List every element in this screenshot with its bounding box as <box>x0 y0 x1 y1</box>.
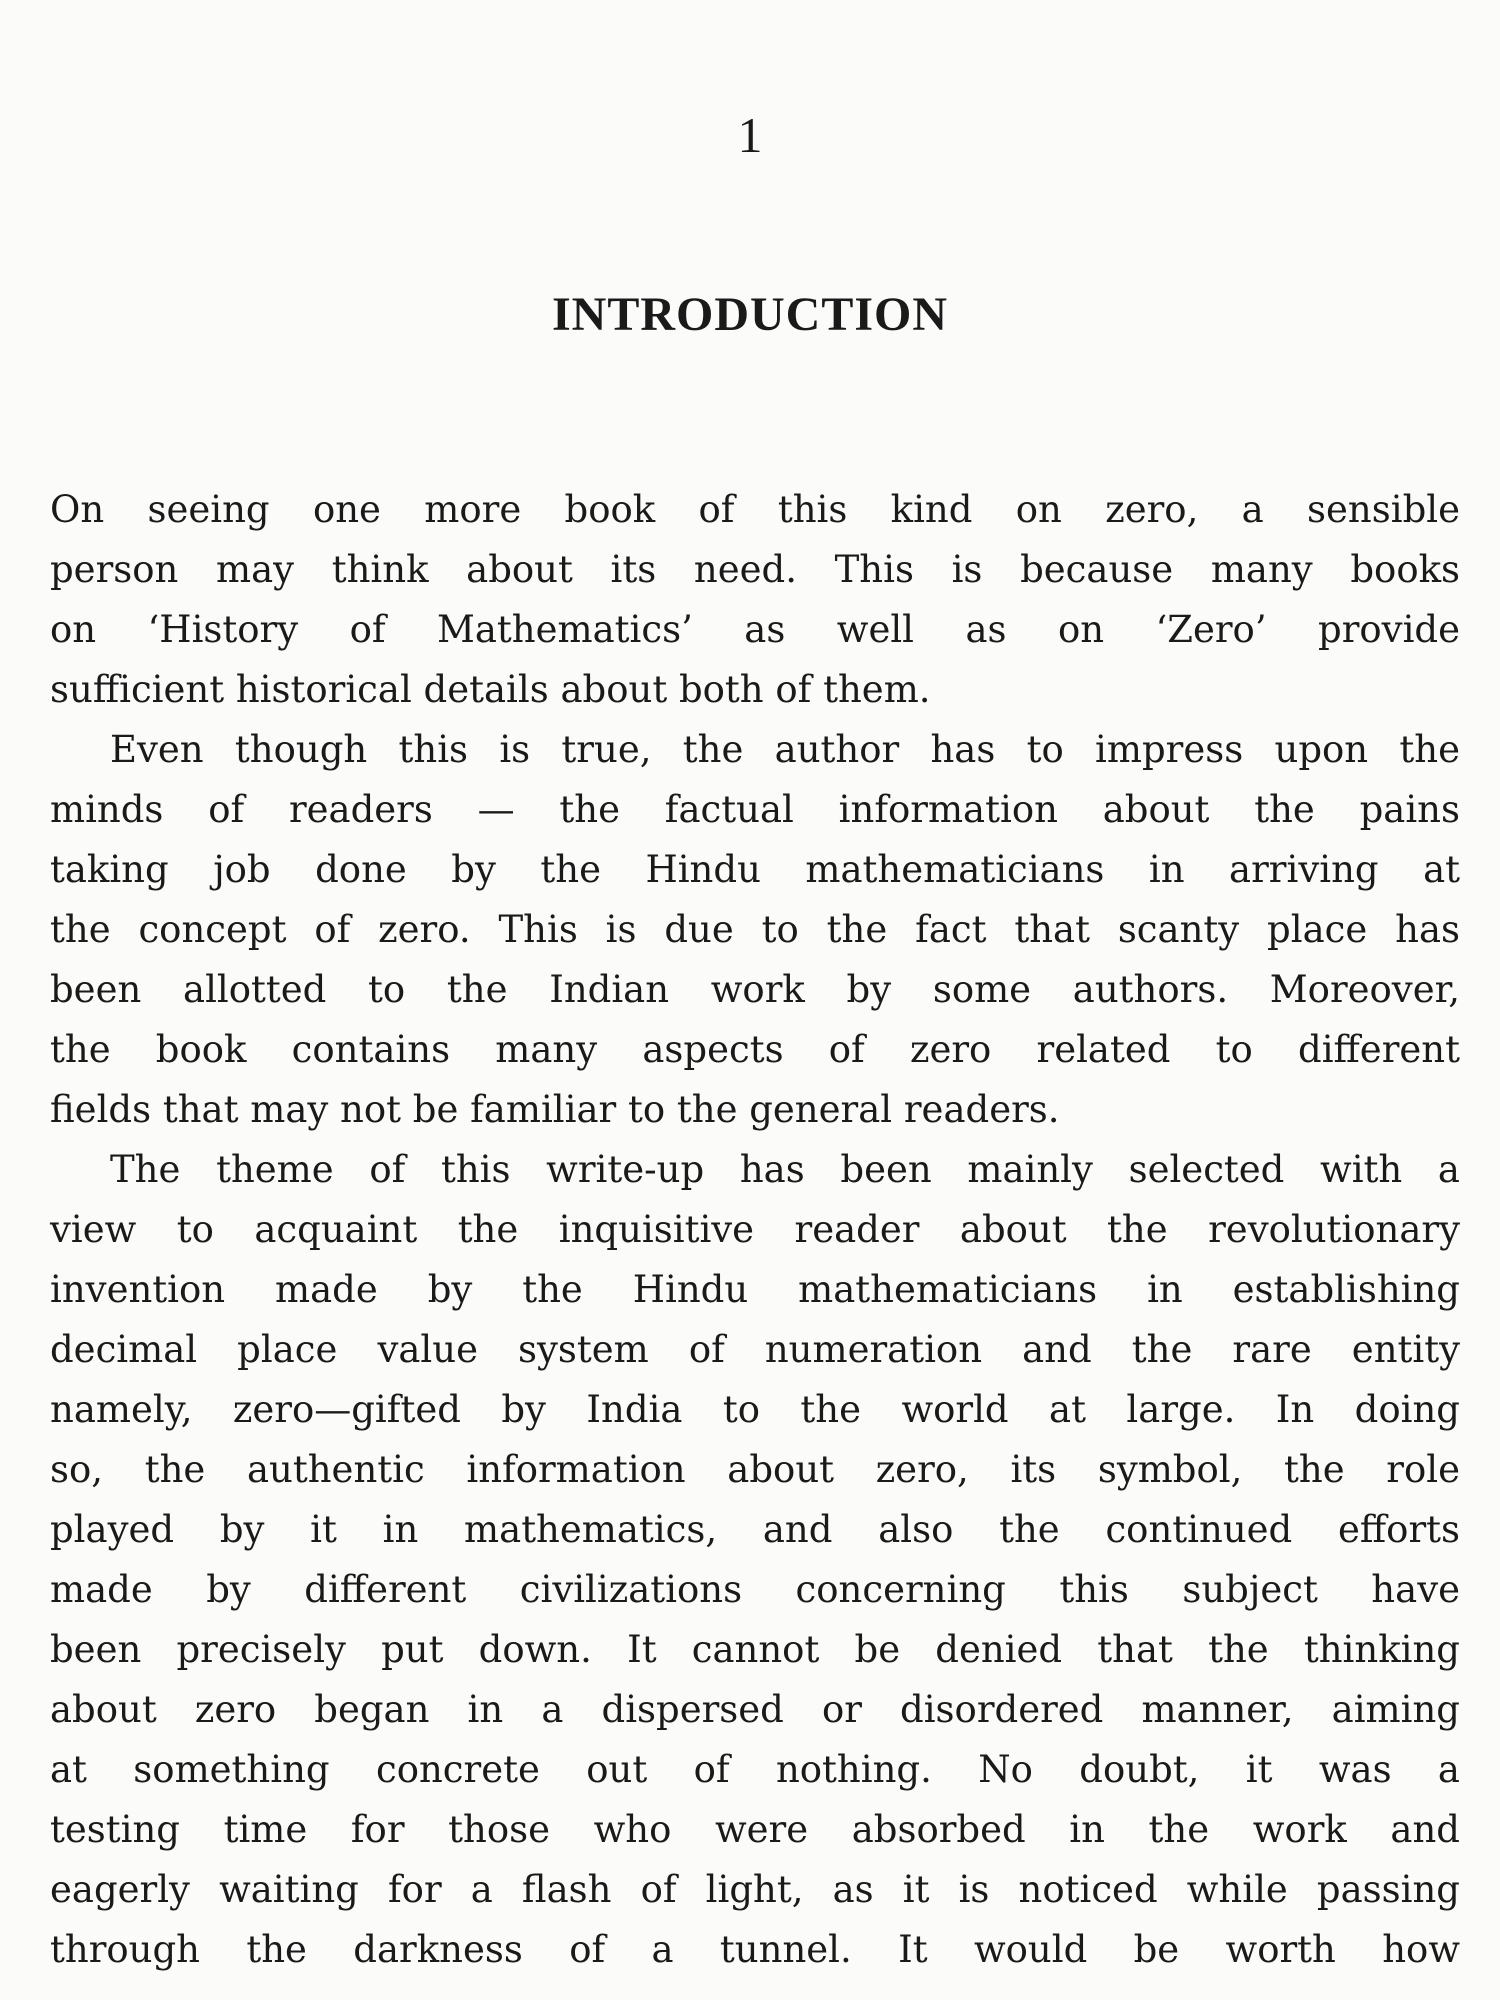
text-line: On seeing one more book of this kind on zero, a sensible <box>50 488 1460 531</box>
text-line: fields that may not be familiar to the general readers. <box>50 1088 1060 1131</box>
text-line: invention made by the Hindu mathematicians in establishing <box>50 1268 1460 1311</box>
text-line: on ‘History of Mathematics’ as well as on ‘Zero’ provide <box>50 608 1460 651</box>
text-line: sufficient historical details about both of them. <box>50 668 931 711</box>
body-text <box>50 480 1460 1980</box>
text-line: eagerly waiting for a flash of light, as it is noticed while passing <box>50 1868 1460 1911</box>
text-line: so, the authentic information about zero, its symbol, the role <box>50 1448 1460 1491</box>
text-line: about zero began in a dispersed or disordered manner, aiming <box>50 1688 1460 1731</box>
chapter-title: INTRODUCTION <box>551 288 949 341</box>
text-line: through the darkness of a tunnel. It would be worth how <box>50 1928 1460 1971</box>
text-line: The theme of this write-up has been mainly selected with a <box>110 1148 1460 1191</box>
text-line: minds of readers — the factual information about the pains <box>50 788 1460 831</box>
text-line: namely, zero—gifted by India to the world at large. In doing <box>50 1388 1460 1431</box>
text-line: the book contains many aspects of zero related to different <box>50 1028 1460 1071</box>
chapter-number: 1 <box>737 107 763 163</box>
text-line: at something concrete out of nothing. No doubt, it was a <box>50 1748 1460 1791</box>
text-line: Even though this is true, the author has to impress upon the <box>110 728 1460 771</box>
text-line: person may think about its need. This is because many books <box>50 548 1460 591</box>
text-line: taking job done by the Hindu mathematicians in arriving at <box>50 848 1460 891</box>
text-line: been precisely put down. It cannot be denied that the thinking <box>50 1628 1460 1671</box>
text-line: the concept of zero. This is due to the fact that scanty place has <box>50 908 1460 951</box>
text-line: played by it in mathematics, and also the continued efforts <box>50 1508 1460 1551</box>
text-line: decimal place value system of numeration and the rare entity <box>50 1328 1460 1371</box>
text-line: been allotted to the Indian work by some authors. Moreover, <box>50 968 1460 1011</box>
text-line: made by different civilizations concerning this subject have <box>50 1568 1460 1611</box>
text-line: testing time for those who were absorbed in the work and <box>50 1808 1460 1851</box>
text-line: view to acquaint the inquisitive reader about the revolutionary <box>50 1208 1460 1251</box>
